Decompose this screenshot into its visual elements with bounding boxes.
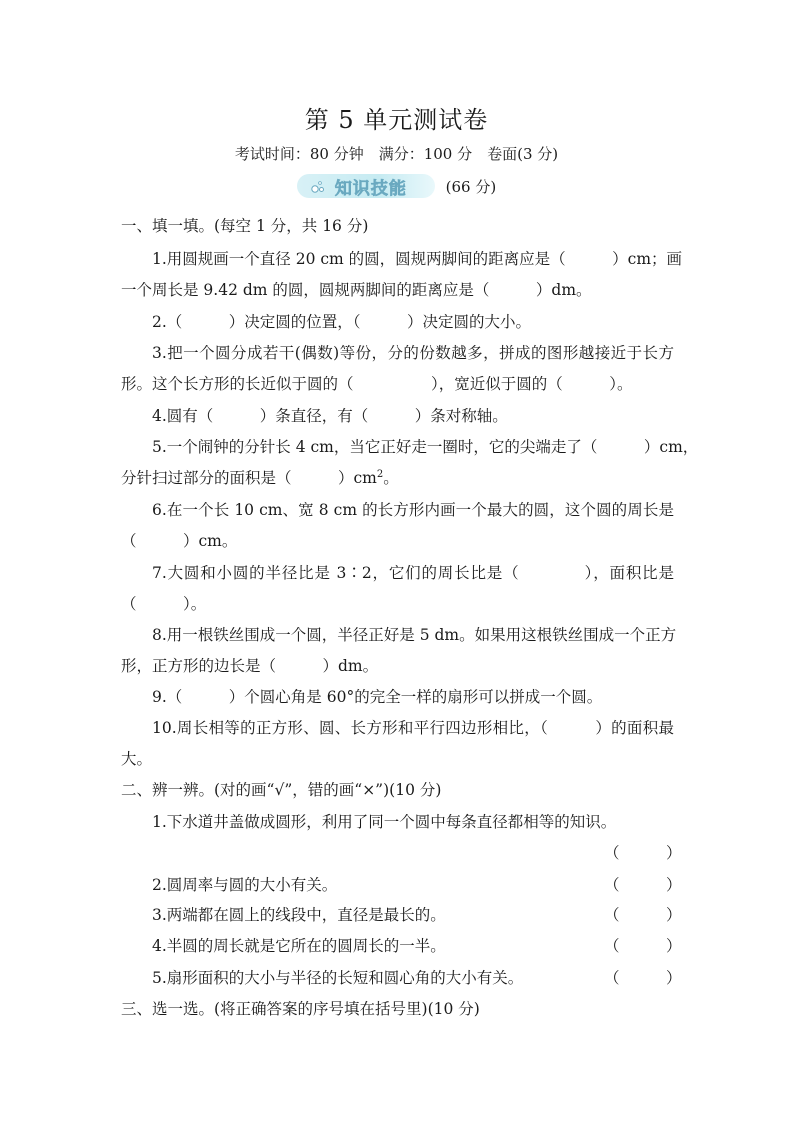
tf-answer-2: （ ） (604, 876, 682, 894)
section1-heading: 一、填一填。(每空 1 分，共 16 分) (121, 217, 369, 235)
tf-item-4: 4.半圆的周长就是它所在的圆周长的一半。 (152, 937, 446, 955)
tf-answer-3: （ ） (604, 906, 682, 924)
q5-superscript: 2 (376, 468, 384, 480)
q10-line1: 10.周长相等的正方形、圆、长方形和平行四边形相比，（ ）的面积最 (152, 719, 674, 737)
tf-item-5: 5.扇形面积的大小与半径的长短和圆心角的大小有关。 (152, 969, 524, 987)
tf-item-1: 1.下水道井盖做成圆形，利用了同一个圆中每条直径都相等的知识。 (152, 813, 617, 831)
section3-heading: 三、选一选。(将正确答案的序号填在括号里)(10 分) (121, 1000, 480, 1018)
section-badge (297, 174, 435, 198)
q6-line1: 6.在一个长 10 cm、宽 8 cm 的长方形内画一个最大的圆，这个圆的周长是 (152, 501, 674, 519)
q8-line1: 8.用一根铁丝围成一个圆，半径正好是 5 dm。如果用这根铁丝围成一个正方 (152, 626, 677, 644)
q1-line1: 1.用圆规画一个直径 20 cm 的圆，圆规两脚间的距离应是（ ）cm；画 (152, 250, 683, 268)
q1-line2: 一个周长是 9.42 dm 的圆，圆规两脚间的距离应是（ ）dm。 (121, 281, 592, 299)
tf-answer-5: （ ） (604, 969, 682, 987)
exam-info: 考试时间：80 分钟 满分：100 分 卷面(3 分) (234, 145, 559, 163)
q4: 4.圆有（ ）条直径，有（ ）条对称轴。 (152, 407, 508, 425)
tf-item-2: 2.圆周率与圆的大小有关。 (152, 876, 338, 894)
tf-answer-4: （ ） (604, 937, 682, 955)
tf-item-3: 3.两端都在圆上的线段中，直径是最长的。 (152, 906, 446, 924)
q5-line1: 5.一个闹钟的分针长 4 cm，当它正好走一圈时，它的尖端走了（ ）cm， (152, 438, 699, 456)
q7-line1: 7.大圆和小圆的半径比是 3∶2，它们的周长比是（ ），面积比是 (152, 564, 674, 582)
q7-line2: （ ）。 (121, 595, 207, 613)
badge-label: 知识技能 (334, 178, 407, 199)
section-badge-row (0, 174, 793, 200)
badge-icon (311, 179, 325, 193)
tf-answer-1: （ ） (604, 844, 682, 862)
q6-line2: （ ）cm。 (121, 532, 238, 550)
section2-heading: 二、辨一辨。(对的画“√”，错的画“×”)(10 分) (121, 781, 442, 799)
q10-line2: 大。 (121, 750, 153, 768)
q9: 9.（ ）个圆心角是 60°的完全一样的扇形可以拼成一个圆。 (152, 688, 603, 706)
q5-line2 (121, 466, 399, 488)
q5-line2-end: 。 (383, 469, 399, 487)
q2: 2.（ ）决定圆的位置，（ ）决定圆的大小。 (152, 313, 532, 331)
page-title: 第 5 单元测试卷 (304, 106, 489, 134)
q3-line1: 3.把一个圆分成若干(偶数)等份，分的份数越多，拼成的图形越接近于长方 (152, 344, 674, 362)
q8-line2: 形，正方形的边长是（ ）dm。 (121, 657, 379, 675)
badge-score: (66 分) (445, 177, 497, 196)
q3-line2: 形。这个长方形的长近似于圆的（ ），宽近似于圆的（ ）。 (121, 375, 633, 393)
q5-line2-text: 分针扫过部分的面积是（ ）cm (121, 469, 377, 487)
